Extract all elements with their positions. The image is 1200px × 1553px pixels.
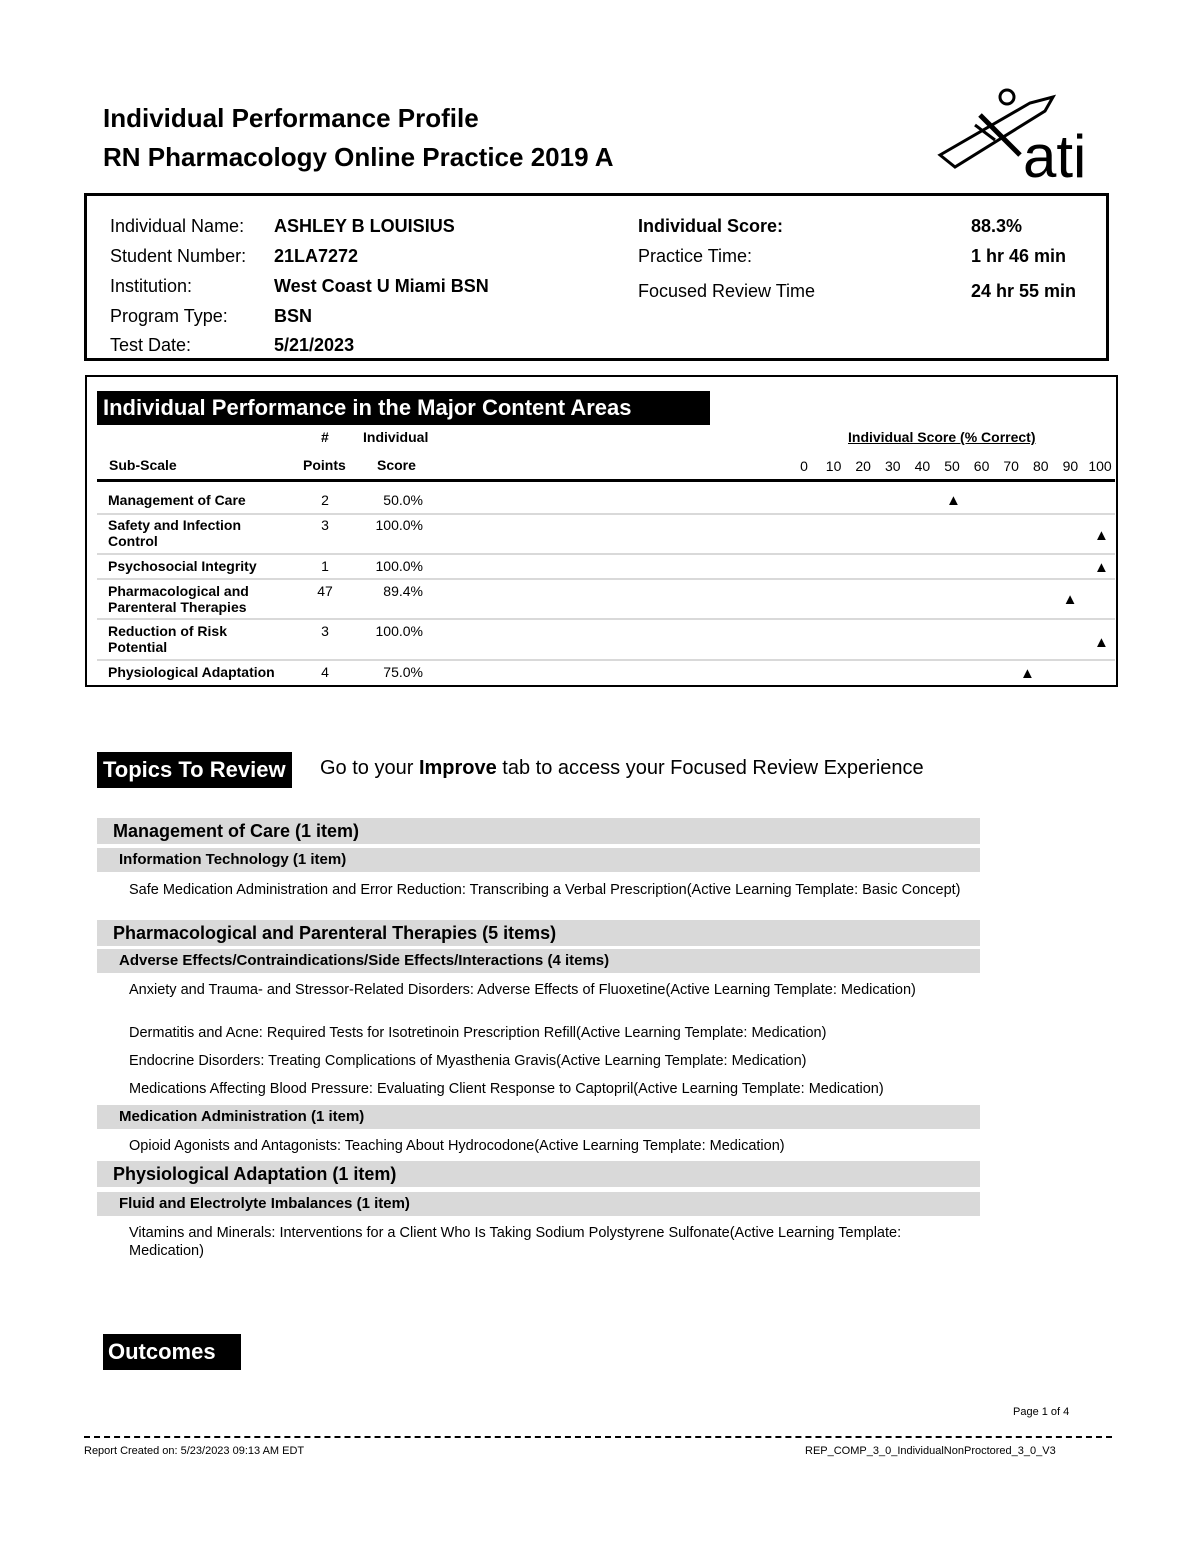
row-divider bbox=[97, 659, 1115, 661]
axis-tick-label: 20 bbox=[855, 458, 871, 474]
subscale-name: Psychosocial Integrity bbox=[108, 558, 257, 574]
axis-tick-label: 90 bbox=[1062, 458, 1079, 474]
score-marker: ▲ bbox=[1062, 591, 1078, 608]
test-date-value: 5/21/2023 bbox=[274, 335, 355, 355]
instruction-pre: Go to your bbox=[320, 757, 419, 779]
instruction-post: tab to access your Focused Review Experience bbox=[496, 757, 924, 779]
practice-time-value: 1 hr 46 min bbox=[971, 246, 1067, 266]
topic-subcategory: Information Technology (1 item) bbox=[97, 848, 980, 872]
axis-tick-label: 60 bbox=[973, 458, 990, 474]
topic-category: Physiological Adaptation (1 item) bbox=[97, 1161, 980, 1187]
student-number-label: Student Number: bbox=[110, 246, 247, 266]
score-marker: ▲ bbox=[946, 492, 961, 509]
practice-time-label: Practice Time: bbox=[638, 246, 753, 266]
subscale-score: 100.0% bbox=[375, 517, 423, 533]
name-label: Individual Name: bbox=[110, 216, 245, 236]
topic-item: Safe Medication Administration and Error Reduction: Transcribing a Verbal Prescription(Active Learning Template: Basic Concept) bbox=[129, 882, 961, 898]
subscale-name: Management of Care bbox=[108, 492, 246, 508]
topic-category: Management of Care (1 item) bbox=[97, 818, 980, 844]
topic-subcategory: Adverse Effects/Contraindications/Side Effects/Interactions (4 items) bbox=[97, 949, 980, 973]
score-marker: ▲ bbox=[1094, 559, 1109, 576]
subscale-score: 50.0% bbox=[383, 492, 423, 508]
topics-section-title: Topics To Review bbox=[97, 752, 292, 788]
axis-tick-label: 40 bbox=[914, 458, 931, 474]
axis-tick-label: 100 bbox=[1088, 458, 1112, 474]
report-created: Report Created on: 5/23/2023 09:13 AM EDT bbox=[84, 1445, 305, 1457]
logo-text: ati bbox=[1023, 123, 1087, 185]
topic-item: Dermatitis and Acne: Required Tests for Isotretinoin Prescription Refill(Active Learning Template: Medication) bbox=[129, 1025, 827, 1041]
axis-tick-label: 70 bbox=[1003, 458, 1019, 474]
axis-tick-label: 80 bbox=[1033, 458, 1049, 474]
subscale-name: Physiological Adaptation bbox=[108, 664, 275, 680]
subscale-name: Pharmacological and Parenteral Therapies bbox=[108, 583, 249, 615]
subscale-points: 47 bbox=[317, 583, 333, 599]
focused-review-value: 24 hr 55 min bbox=[971, 281, 1077, 301]
score-col-header: Score bbox=[377, 457, 416, 473]
score-col-header-top: Individual bbox=[363, 429, 429, 445]
subscale-points: 2 bbox=[321, 492, 329, 508]
individual-score-value: 88.3% bbox=[971, 216, 1023, 236]
points-col-header: Points bbox=[303, 457, 346, 473]
improve-tab-reference: Improve bbox=[418, 757, 497, 779]
subscale-score: 89.4% bbox=[383, 583, 423, 599]
axis-tick-label: 10 bbox=[825, 458, 842, 474]
topic-item: Vitamins and Minerals: Interventions for a Client Who Is Taking Sodium Polystyrene Sulfonate(Active Learning Template: Medication) bbox=[129, 1225, 902, 1259]
outcomes-section-title: Outcomes bbox=[103, 1334, 241, 1370]
subscale-points: 3 bbox=[321, 623, 329, 639]
header-divider bbox=[97, 479, 1115, 482]
score-marker: ▲ bbox=[1094, 527, 1109, 544]
topic-subcategory: Medication Administration (1 item) bbox=[97, 1105, 980, 1129]
score-marker: ▲ bbox=[1020, 665, 1035, 682]
subscale-name: Reduction of Risk Potential bbox=[108, 623, 228, 655]
name-value: ASHLEY B LOUISIUS bbox=[274, 216, 455, 236]
topics-instruction bbox=[320, 757, 924, 780]
row-divider bbox=[97, 578, 1115, 580]
test-date-label: Test Date: bbox=[110, 335, 192, 355]
student-number-value: 21LA7272 bbox=[274, 246, 359, 266]
topic-item: Opioid Agonists and Antagonists: Teaching About Hydrocodone(Active Learning Template: Medication) bbox=[129, 1138, 785, 1154]
institution-label: Institution: bbox=[110, 276, 193, 296]
score-marker: ▲ bbox=[1094, 634, 1109, 651]
footer-divider bbox=[84, 1436, 1112, 1438]
subscale-name: Safety and Infection Control bbox=[108, 517, 242, 549]
axis-tick-label: 30 bbox=[885, 458, 901, 474]
subscale-score: 100.0% bbox=[375, 623, 423, 639]
subscale-points: 1 bbox=[321, 558, 329, 574]
topic-item: Medications Affecting Blood Pressure: Evaluating Client Response to Captopril(Active Learning Template: Medication) bbox=[129, 1081, 884, 1097]
subscale-points: 3 bbox=[321, 517, 329, 533]
report-title: Individual Performance Profile bbox=[103, 103, 479, 133]
axis-tick-label: 0 bbox=[800, 458, 808, 474]
ati-logo bbox=[935, 85, 1105, 185]
individual-score-label: Individual Score: bbox=[638, 216, 784, 236]
row-divider bbox=[97, 553, 1115, 555]
program-type-value: BSN bbox=[274, 306, 313, 326]
points-col-hash: # bbox=[321, 429, 329, 445]
assessment-title: RN Pharmacology Online Practice 2019 A bbox=[103, 142, 614, 172]
page-number: Page 1 of 4 bbox=[1013, 1406, 1070, 1418]
subscale-score: 100.0% bbox=[375, 558, 423, 574]
topic-item: Endocrine Disorders: Treating Complications of Myasthenia Gravis(Active Learning Template: Medication) bbox=[129, 1053, 807, 1069]
chart-title: Individual Score (% Correct) bbox=[848, 429, 1036, 445]
institution-value: West Coast U Miami BSN bbox=[274, 276, 489, 296]
topic-item: Anxiety and Trauma- and Stressor-Related Disorders: Adverse Effects of Fluoxetine(Active Learning Template: Medication) bbox=[129, 982, 916, 998]
program-type-label: Program Type: bbox=[110, 306, 228, 326]
subscale-score: 75.0% bbox=[383, 664, 423, 680]
focused-review-label: Focused Review Time bbox=[638, 281, 816, 301]
row-divider bbox=[97, 513, 1115, 515]
subscale-points: 4 bbox=[321, 664, 329, 680]
topic-category: Pharmacological and Parenteral Therapies (5 items) bbox=[97, 920, 980, 946]
subscale-col-header: Sub-Scale bbox=[109, 457, 177, 473]
axis-tick-label: 50 bbox=[944, 458, 960, 474]
row-divider bbox=[97, 618, 1115, 620]
performance-section-title: Individual Performance in the Major Content Areas bbox=[97, 391, 710, 425]
topic-subcategory: Fluid and Electrolyte Imbalances (1 item) bbox=[97, 1192, 980, 1216]
report-code: REP_COMP_3_0_IndividualNonProctored_3_0_V3 bbox=[805, 1445, 1056, 1457]
